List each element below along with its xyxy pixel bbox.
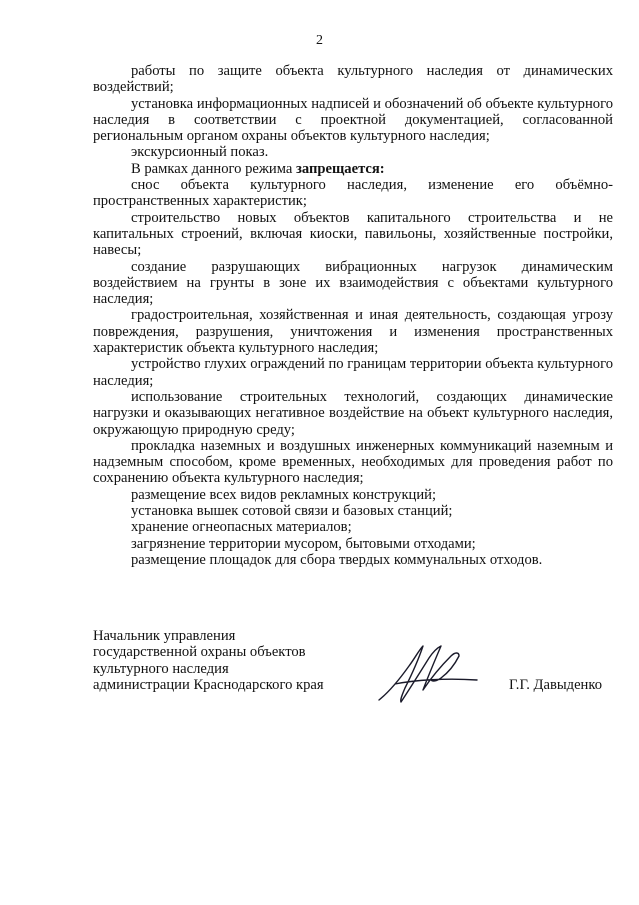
regime-bold: запрещается: [296, 160, 385, 177]
signatory-title-line: Начальник управления [93, 628, 236, 644]
paragraph-item: загрязнение территории мусором, бытовыми отходами; [131, 535, 476, 552]
paragraph-item: экскурсионный показ. [131, 144, 269, 161]
paragraph-item: установка информационных надписей и обозначений об объекте культурного наследия в соответствии с проектной документацией, согласованной региональным органом охраны объектов культурного наследия; [93, 95, 613, 145]
paragraph-item: снос объекта культурного наследия, изменение его объёмно-пространственных характеристик; [93, 177, 613, 210]
signatory-title-line: государственной охраны объектов [93, 644, 306, 661]
paragraph-item: хранение огнеопасных материалов; [131, 519, 352, 536]
paragraph-item: работы по защите объекта культурного наследия от динамических воздействий; [93, 63, 613, 96]
regime-intro: В рамках данного режима [131, 160, 296, 177]
signatory-title-line: администрации Краснодарского края [93, 676, 324, 693]
document-body [93, 63, 613, 568]
signature-block [93, 628, 393, 693]
page-number: 2 [316, 33, 323, 48]
paragraph-item: создание разрушающих вибрационных нагрузок динамическим воздействием на грунты в зоне их взаимодействия с объектами культурного наследия; [93, 258, 613, 308]
paragraph-item: установка вышек сотовой связи и базовых станций; [131, 503, 453, 520]
regime-heading [93, 161, 613, 177]
paragraph-item: размещение всех видов рекламных конструкций; [131, 486, 437, 503]
signatory-title-line: культурного наследия [93, 660, 229, 677]
paragraph-item: размещение площадок для сбора твердых коммунальных отходов. [131, 551, 543, 568]
signer-name: Г.Г. Давыденко [509, 677, 603, 693]
paragraph-item: устройство глухих ограждений по границам территории объекта культурного наследия; [93, 356, 613, 389]
paragraph-item: прокладка наземных и воздушных инженерных коммуникаций наземным и надземным способом, кроме временных, необходимых для проведения работ по сохранению объекта культурного наследия; [93, 437, 613, 487]
handwritten-signature-icon [375, 640, 480, 708]
paragraph-item: градостроительная, хозяйственная и иная деятельность, создающая угрозу повреждения, разрушения, уничтожения и изменения пространственных характеристик объекта культурного наследия; [93, 307, 613, 357]
paragraph-item: строительство новых объектов капитального строительства и не капитальных строений, включая киоски, павильоны, хозяйственные постройки, навесы; [93, 209, 613, 259]
paragraph-item: использование строительных технологий, создающих динамические нагрузки и оказывающих негативное воздействие на объект культурного наследия, окружающую природную среду; [93, 388, 613, 438]
